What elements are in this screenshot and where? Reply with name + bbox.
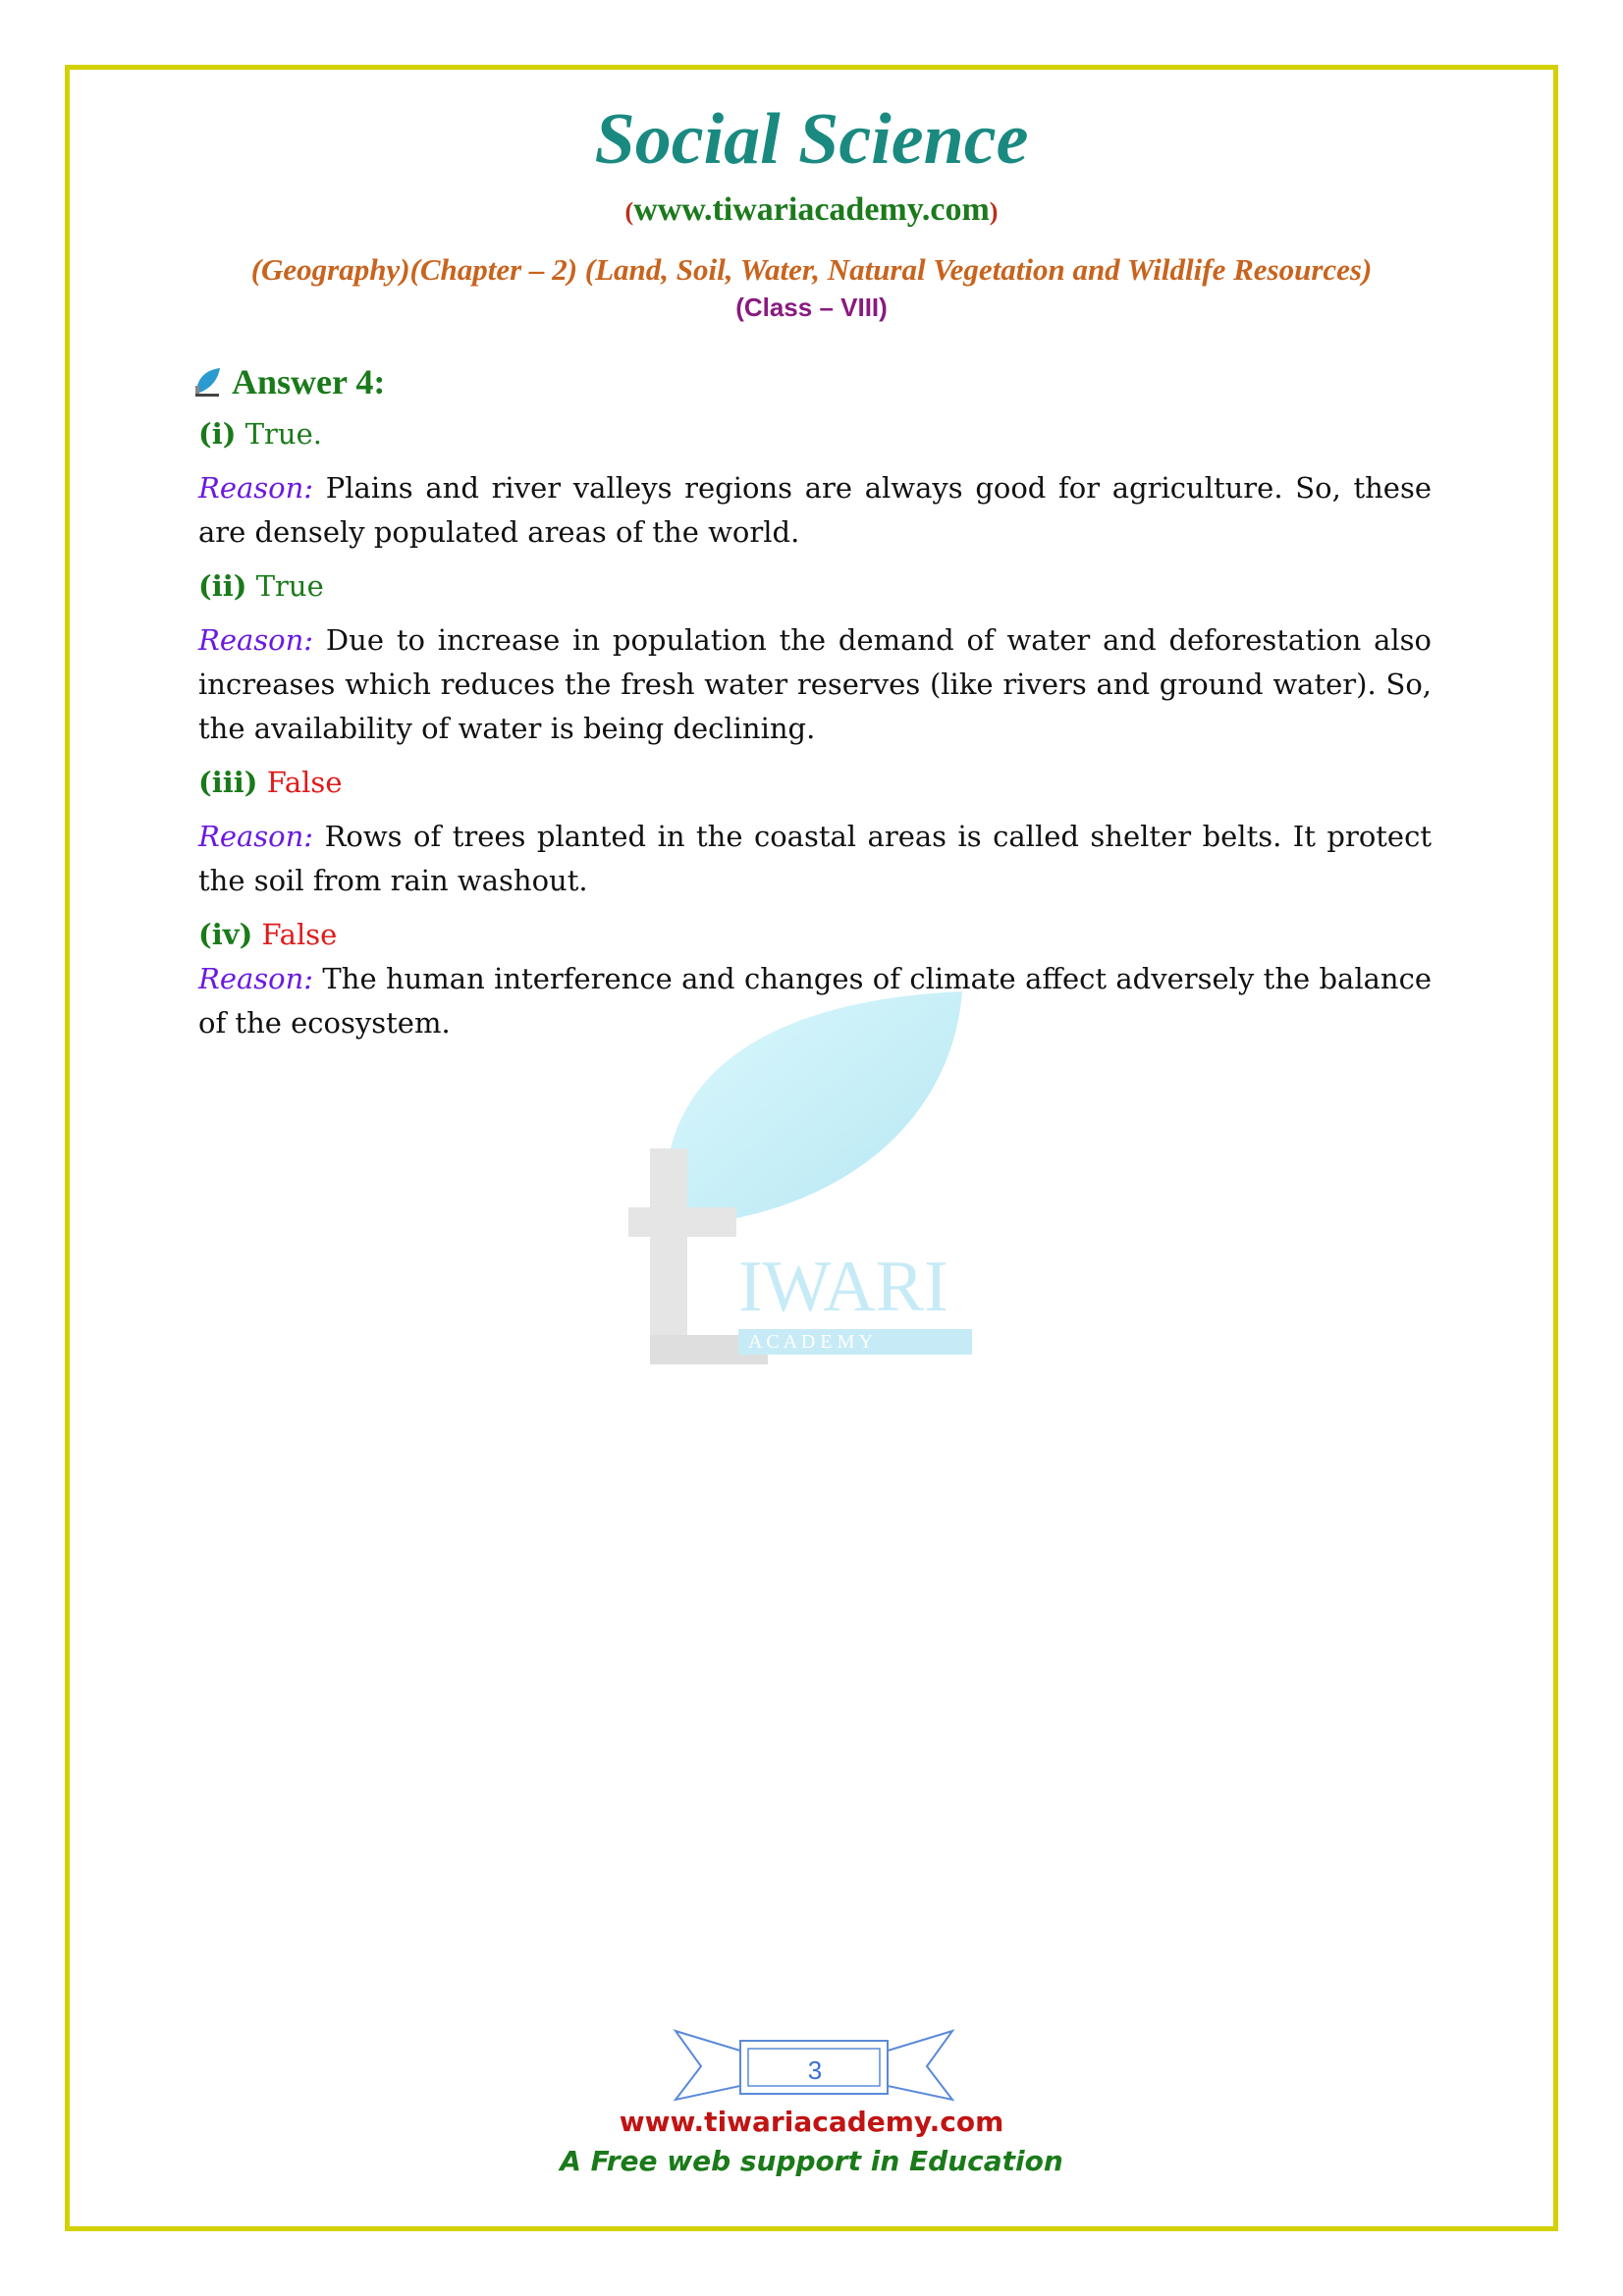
item-verdict: True. <box>244 417 322 451</box>
reason-text: Due to increase in population the demand of water and deforestation also increases which reduces the fresh water reserves (like rivers and ground water). So, the availability of water is being declining. <box>198 623 1433 745</box>
reason-label: Reason: <box>198 471 314 505</box>
item-number: (iii) <box>198 766 258 799</box>
page-number: 3 <box>807 2056 823 2085</box>
answer-item <box>198 913 1432 957</box>
reason-paragraph <box>198 815 1432 903</box>
reason-label: Reason: <box>198 820 314 853</box>
class-heading: (Class – VIII) <box>735 293 888 322</box>
reason-text: Plains and river valleys regions are always good for agriculture. So, these are densely populated areas of the world. <box>198 471 1433 549</box>
watermark-word: IWARI <box>738 1247 948 1327</box>
reason-text: The human interference and changes of climate affect adversely the balance of the ecosystem. <box>198 962 1432 1040</box>
answer-item <box>198 564 1432 609</box>
tiwari-watermark-logo <box>628 972 1001 1404</box>
footer-tagline: A Free web support in Education <box>560 2145 1063 2177</box>
item-verdict: False <box>266 766 343 799</box>
reason-paragraph <box>198 618 1432 751</box>
reason-text: Rows of trees planted in the coastal areas is called shelter belts. It protect the soil from rain washout. <box>198 820 1432 897</box>
reason-paragraph <box>198 466 1432 555</box>
watermark-sub: A C A D E M Y <box>748 1331 874 1353</box>
item-number: (i) <box>198 417 237 451</box>
item-verdict: True <box>255 569 324 603</box>
reason-label: Reason: <box>198 623 314 657</box>
footer-url[interactable]: www.tiwariacademy.com <box>619 2106 1004 2138</box>
page-title: Social Science <box>594 99 1029 180</box>
answer-item <box>198 412 1432 456</box>
item-number: (ii) <box>198 569 247 603</box>
reason-label: Reason: <box>198 962 314 995</box>
paren-close: ) <box>989 197 999 226</box>
answer-content <box>198 412 1432 1055</box>
answer-title: Answer 4: <box>232 362 386 401</box>
chapter-heading: (Geography)(Chapter – 2) (Land, Soil, Water, Natural Vegetation and Wildlife Resources) <box>250 252 1373 287</box>
leaf-icon <box>192 366 222 398</box>
answer-item <box>198 761 1432 805</box>
site-url[interactable]: www.tiwariacademy.com <box>633 191 990 228</box>
answer-heading <box>192 361 385 402</box>
item-number: (iv) <box>198 918 253 951</box>
item-verdict: False <box>261 918 338 951</box>
paren-open: ( <box>624 197 634 226</box>
site-url-header <box>0 191 1623 229</box>
